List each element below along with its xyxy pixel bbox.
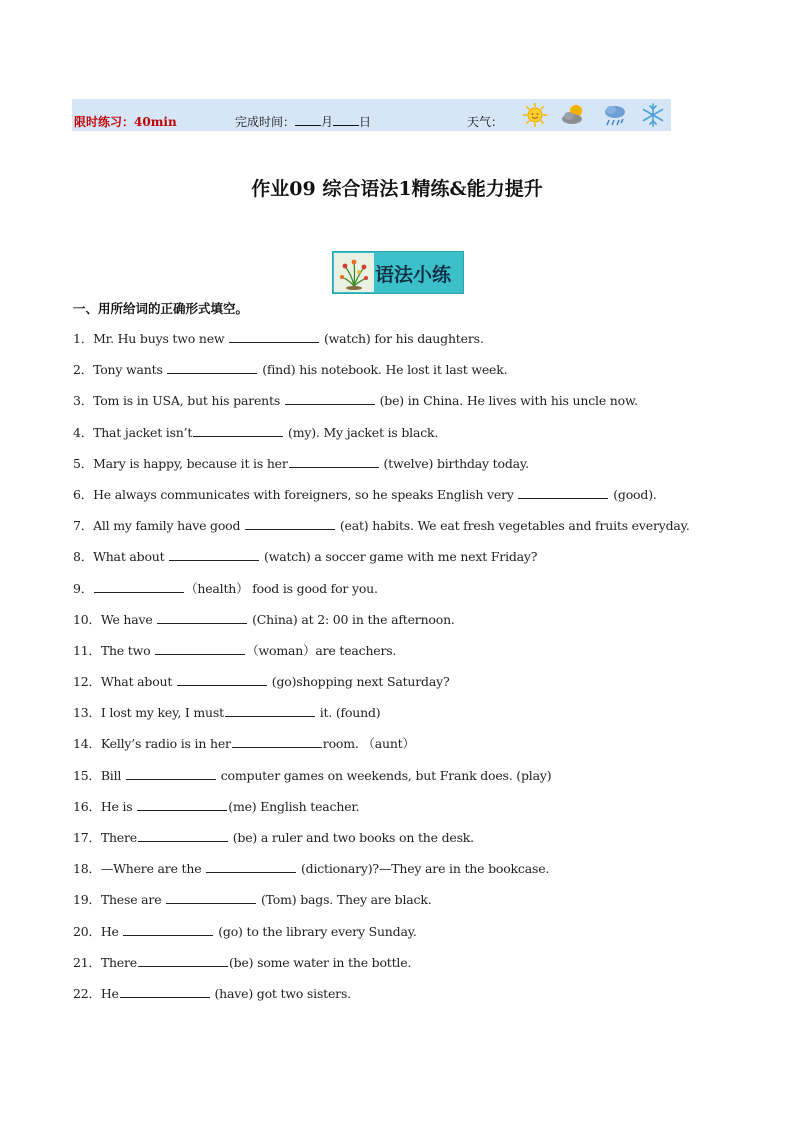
question-text-after: (be) a ruler and two books on the desk. — [228, 830, 474, 845]
answer-blank[interactable] — [518, 486, 608, 499]
time-limit: 限时练习：40min — [74, 115, 177, 129]
question-text-after: (be) in China. He lives with his uncle now. — [375, 393, 638, 409]
question-text-before: Kelly’s radio is in her — [100, 736, 231, 752]
answer-blank[interactable] — [167, 361, 257, 374]
question-item — [73, 922, 753, 953]
question-number: 22． — [73, 985, 101, 1001]
question-item — [73, 890, 753, 921]
answer-blank[interactable] — [123, 923, 213, 936]
question-text-before: Tony wants — [93, 362, 167, 378]
month-label: 月 — [321, 115, 334, 129]
question-text-after: it. (found) — [315, 705, 381, 721]
question-item — [73, 454, 753, 485]
question-item — [73, 797, 753, 828]
question-item — [73, 391, 753, 422]
question-number: 5． — [73, 455, 94, 471]
question-item — [73, 672, 753, 703]
question-item — [73, 953, 753, 984]
question-number: 15． — [73, 767, 101, 783]
question-text-before: What about — [100, 674, 176, 690]
question-number: 17． — [73, 830, 101, 845]
question-text-before: He always communicates with foreigners, so he speaks English very — [93, 486, 518, 502]
question-text-before: Mr. Hu buys two new — [93, 331, 229, 346]
page-title: 作业09 综合语法1精练&能力提升 — [251, 178, 543, 200]
question-item — [73, 579, 753, 610]
question-text-after: (find) his notebook. He lost it last week. — [258, 362, 508, 378]
question-text-before: Tom is in USA, but his parents — [93, 393, 284, 409]
question-text-before: There — [100, 830, 137, 845]
question-list — [73, 329, 753, 1015]
answer-blank[interactable] — [138, 829, 228, 842]
question-item — [73, 984, 753, 1015]
day-blank — [333, 115, 359, 126]
question-number: 20． — [73, 923, 101, 939]
answer-blank[interactable] — [229, 330, 319, 343]
answer-blank[interactable] — [126, 767, 216, 780]
question-text-before: The two — [100, 642, 155, 658]
rain-icon — [602, 102, 628, 128]
answer-blank[interactable] — [193, 424, 283, 437]
question-number: 11． — [73, 642, 101, 658]
question-text-before: He — [100, 985, 119, 1001]
question-item — [73, 641, 753, 672]
question-text-before: Mary is happy, because it is her — [93, 455, 288, 471]
banner-text: 语法小练 — [375, 264, 452, 286]
question-text-after: (eat) habits. We eat fresh vegetables and fruits everyday. — [336, 518, 690, 534]
question-number: 10． — [73, 611, 101, 627]
question-text-after: (my). My jacket is black. — [284, 424, 439, 440]
answer-blank[interactable] — [232, 735, 322, 748]
question-text-before: What about — [93, 549, 169, 565]
answer-blank[interactable] — [289, 455, 379, 468]
question-text-before: He is — [100, 798, 137, 814]
question-item — [73, 423, 753, 454]
answer-blank[interactable] — [285, 392, 375, 405]
question-number: 18． — [73, 861, 101, 877]
question-text-before: That jacket isn’t — [93, 424, 193, 440]
answer-blank[interactable] — [245, 517, 335, 530]
answer-blank[interactable] — [206, 860, 296, 873]
question-number: 19． — [73, 892, 101, 908]
answer-blank[interactable] — [120, 985, 210, 998]
header-bar — [72, 99, 671, 131]
question-text-after: (China) at 2: 00 in the afternoon. — [248, 611, 455, 627]
question-text-before: All my family have good — [93, 518, 245, 534]
answer-blank[interactable] — [157, 611, 247, 624]
answer-blank[interactable] — [169, 548, 259, 561]
question-number: 12． — [73, 674, 101, 690]
question-text-after: (twelve) birthday today. — [379, 455, 529, 471]
question-text-before: There — [100, 954, 137, 970]
question-text-after: (watch) a soccer game with me next Friday? — [260, 549, 538, 565]
question-text-after: (go) to the library every Sunday. — [214, 923, 417, 939]
question-item — [73, 516, 753, 547]
question-text-after: (be) some water in the bottle. — [228, 954, 412, 970]
answer-blank[interactable] — [94, 580, 184, 593]
sun-icon — [522, 102, 548, 128]
question-item — [73, 547, 753, 578]
question-item — [73, 859, 753, 890]
question-text-after: (dictionary)?—They are in the bookcase. — [297, 861, 550, 877]
question-number: 8． — [73, 549, 94, 565]
plant-icon — [334, 253, 374, 292]
question-number: 2． — [73, 362, 94, 378]
question-number: 21． — [73, 954, 101, 970]
question-number: 6． — [73, 486, 94, 502]
question-text-after: （health） food is good for you. — [185, 580, 378, 596]
answer-blank[interactable] — [225, 704, 315, 717]
grammar-practice-banner — [332, 251, 464, 294]
question-number: 7． — [73, 518, 94, 534]
question-item — [73, 610, 753, 641]
question-text-after: (Tom) bags. They are black. — [257, 892, 432, 908]
question-text-after: (go)shopping next Saturday? — [268, 674, 450, 690]
weather-label: 天气： — [467, 115, 504, 129]
question-number: 9． — [73, 580, 94, 596]
day-label: 日 — [359, 115, 372, 129]
question-number: 3． — [73, 393, 94, 409]
snowflake-icon — [640, 102, 666, 128]
completion-time — [235, 113, 371, 130]
question-text-after: (me) English teacher. — [228, 798, 360, 814]
question-text-before: He — [100, 923, 123, 939]
question-text-after: (watch) for his daughters. — [320, 331, 484, 346]
question-number: 1． — [73, 331, 94, 346]
question-number: 13． — [73, 705, 101, 721]
section-heading: 一、用所给词的正确形式填空。 — [73, 301, 249, 316]
question-item — [73, 734, 753, 765]
month-blank — [295, 115, 321, 126]
question-text-before: These are — [100, 892, 166, 908]
question-number: 4． — [73, 424, 94, 440]
question-item — [73, 703, 753, 734]
answer-blank[interactable] — [177, 673, 267, 686]
question-number: 14． — [73, 736, 101, 752]
question-text-before: I lost my key, I must — [100, 705, 224, 721]
question-item — [73, 828, 753, 859]
question-item — [73, 329, 753, 360]
question-item — [73, 766, 753, 797]
question-text-before: —Where are the — [100, 861, 206, 877]
completion-label: 完成时间： — [235, 115, 296, 129]
question-text-before: We have — [100, 611, 157, 627]
question-text-after: (have) got two sisters. — [210, 985, 351, 1001]
question-text-after: （woman）are teachers. — [246, 642, 397, 658]
question-text-after: (good). — [609, 486, 657, 502]
question-number: 16． — [73, 798, 101, 814]
answer-blank[interactable] — [138, 954, 228, 967]
cloudy-icon — [561, 102, 587, 128]
answer-blank[interactable] — [137, 798, 227, 811]
question-text-after: computer games on weekends, but Frank does. (play) — [216, 767, 552, 783]
question-text-before: Bill — [100, 767, 125, 783]
question-item — [73, 360, 753, 391]
question-item — [73, 485, 753, 516]
question-text-after: room. （aunt） — [322, 736, 415, 752]
answer-blank[interactable] — [155, 642, 245, 655]
answer-blank[interactable] — [166, 891, 256, 904]
